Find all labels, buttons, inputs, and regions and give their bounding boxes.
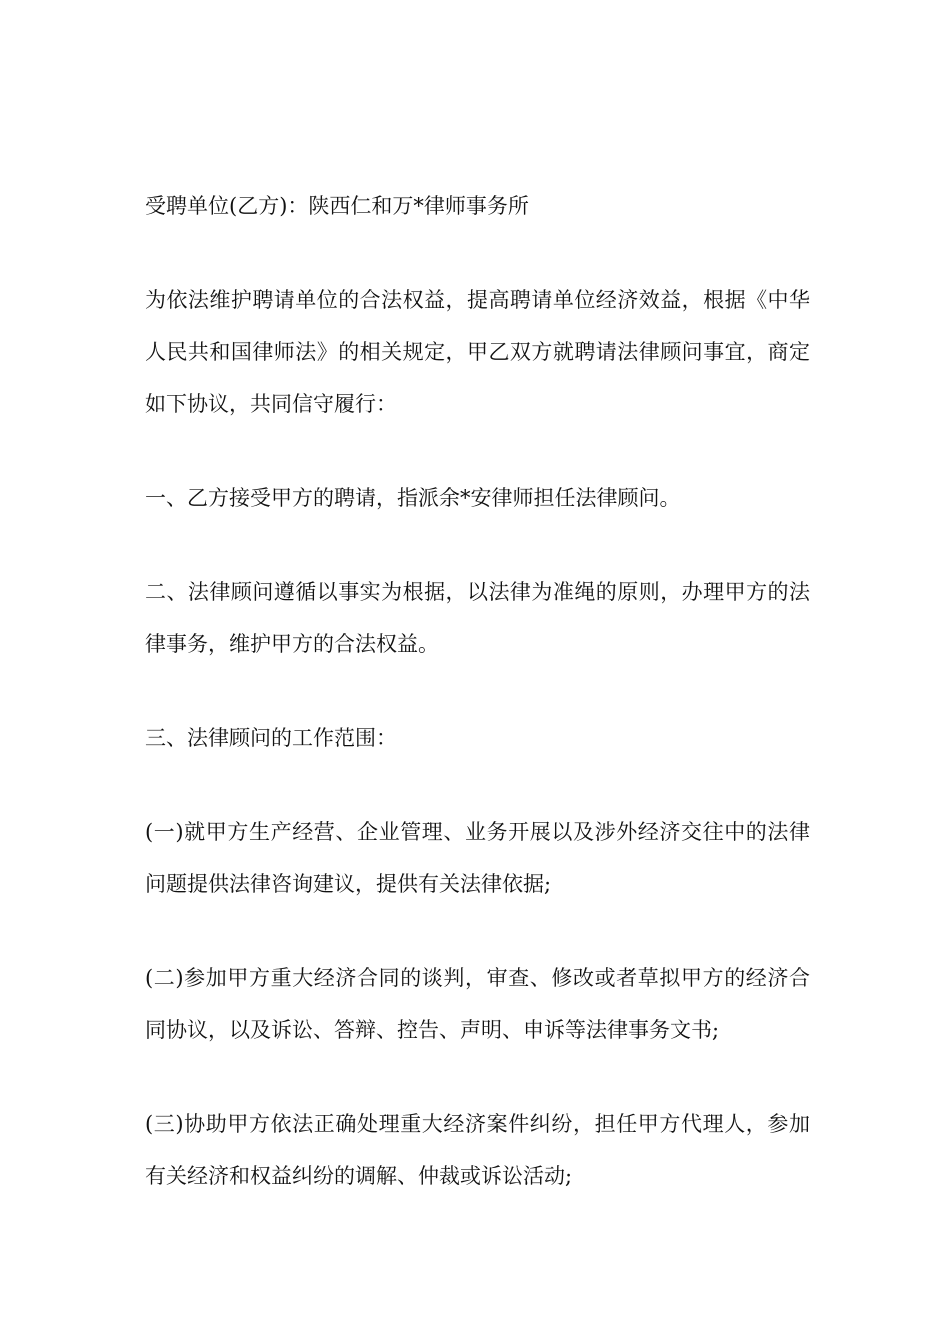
clause-three-item-1: (一)就甲方生产经营、企业管理、业务开展以及涉外经济交往中的法律问题提供法律咨询建议，提供有关法律依据;	[145, 820, 810, 896]
clause-three-item-3: (三)协助甲方依法正确处理重大经济案件纠纷，担任甲方代理人，参加有关经济和权益纠纷的调解、仲裁或诉讼活动;	[145, 1112, 810, 1188]
clause-two: 二、法律顾问遵循以事实为根据，以法律为准绳的原则，办理甲方的法律事务，维护甲方的合法权益。	[145, 580, 810, 656]
preamble-paragraph: 为依法维护聘请单位的合法权益，提高聘请单位经济效益，根据《中华人民共和国律师法》的相关规定，甲乙双方就聘请法律顾问事宜，商定如下协议，共同信守履行：	[145, 288, 810, 416]
clause-three-item-2: (二)参加甲方重大经济合同的谈判，审查、修改或者草拟甲方的经济合同协议，以及诉讼、答辩、控告、声明、申诉等法律事务文书;	[145, 966, 810, 1042]
clause-three-heading: 三、法律顾问的工作范围：	[145, 726, 397, 750]
party-b-line: 受聘单位(乙方)：陕西仁和万*律师事务所	[145, 194, 529, 218]
document-body	[145, 180, 810, 1244]
clause-one: 一、乙方接受甲方的聘请，指派余*安律师担任法律顾问。	[145, 486, 681, 510]
